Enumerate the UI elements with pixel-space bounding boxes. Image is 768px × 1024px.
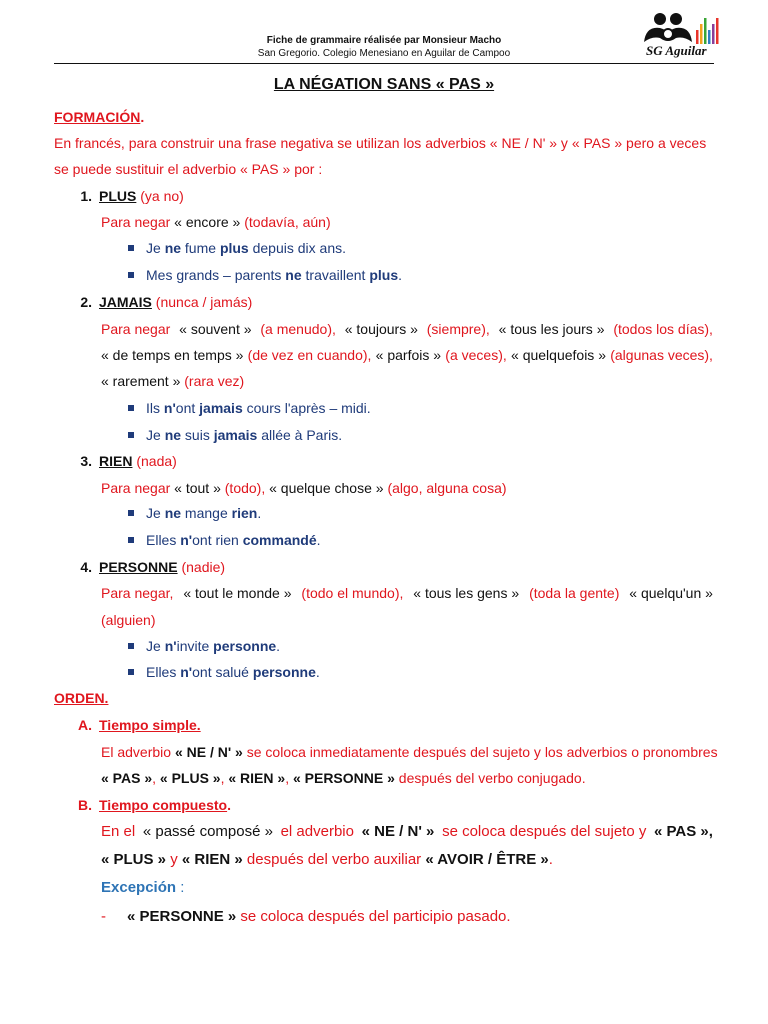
formacion-intro-line2: se puede sustituir el adverbio « PAS » por : (54, 161, 323, 177)
orden-a-heading (70, 716, 201, 734)
logo-colored-bars-icon (696, 18, 719, 44)
text-segment: (a menudo), (260, 321, 336, 337)
bullet-square-icon (128, 537, 134, 543)
item-translation: (ya no) (140, 188, 184, 204)
section-letter: A. (78, 717, 92, 733)
item-plus-heading (70, 187, 184, 205)
text-segment: (toda la gente) (529, 585, 620, 601)
bullet-square-icon (128, 510, 134, 516)
text-segment: « de temps en temps » (101, 347, 244, 363)
section-letter: B. (78, 797, 92, 813)
desc-french: « encore » (174, 214, 241, 230)
logo-figures-icon (644, 13, 692, 42)
item-translation: (nada) (136, 453, 177, 469)
text-segment: Para negar (101, 321, 171, 337)
orden-a-line1: El adverbio « NE / N' » se coloca inmediatamente después del sujeto y los adverbios o pronombres (101, 744, 718, 760)
text-segment: « tout le monde » (183, 585, 292, 601)
text-segment: « parfois » (375, 347, 442, 363)
text-segment: el adverbio (280, 823, 354, 840)
item-translation: (nunca / jamás) (155, 294, 253, 310)
excepcion-rule: - « PERSONNE » se coloca después del participio pasado. (101, 908, 511, 925)
item-rien-heading (70, 452, 177, 470)
example-row: Je ne fume plus depuis dix ans. (128, 239, 346, 257)
orden-b-line1 (101, 823, 713, 841)
logo-text: SG Aguilar (646, 43, 707, 58)
section-title: Tiempo simple. (99, 717, 201, 733)
text-segment: « PAS », (654, 823, 713, 840)
orden-b-heading: B. Tiempo compuesto. (70, 796, 231, 814)
example-row: Elles n'ont rien commandé. (128, 531, 321, 549)
logo-bar (700, 24, 703, 44)
text-segment: « tous les jours » (498, 321, 605, 337)
example-row: Mes grands – parents ne travaillent plus. (128, 266, 402, 284)
section-title: Tiempo compuesto (99, 797, 228, 813)
bullet-square-icon (128, 405, 134, 411)
item-number: 4. (80, 559, 92, 575)
text-segment: (de vez en cuando), (247, 347, 372, 363)
text-segment: (algunas veces), (610, 347, 713, 363)
page-header (54, 30, 714, 64)
bullet-square-icon (128, 643, 134, 649)
header-divider (54, 63, 714, 64)
formacion-heading-text: FORMACIÓN (54, 109, 141, 125)
text-segment: (siempre), (426, 321, 490, 337)
bullet-square-icon (128, 272, 134, 278)
item-jamais-description-line3: « rarement » (rara vez) (101, 373, 245, 389)
item-rien-description: Para negar « tout » (todo), « quelque chose » (algo, alguna cosa) (101, 480, 507, 496)
bullet-square-icon (128, 245, 134, 251)
header-school-line: San Gregorio. Colegio Menesiano en Aguilar de Campoo (257, 48, 511, 59)
example-row: Je ne suis jamais allée à Paris. (128, 426, 342, 444)
text-segment: « NE / N' » (361, 823, 435, 840)
logo-bar (712, 24, 715, 44)
item-personne-description-line1 (101, 584, 713, 602)
item-personne-description-line2: (alguien) (101, 612, 156, 628)
desc-prefix: Para negar (101, 214, 171, 230)
excepcion-label: Excepción : (101, 879, 185, 896)
item-jamais-heading (70, 293, 252, 311)
orden-b-line2: « PLUS » y « RIEN » después del verbo auxiliar « AVOIR / ÊTRE ». (101, 851, 553, 868)
item-plus-description (101, 213, 331, 231)
text-segment: « quelqu'un » (629, 585, 713, 601)
item-number: 1. (80, 188, 92, 204)
bullet-square-icon (128, 669, 134, 675)
item-translation: (nadie) (181, 559, 226, 575)
formacion-heading: FORMACIÓN. (54, 109, 145, 125)
item-jamais-description-line2 (101, 346, 713, 364)
desc-spanish: (todavía, aún) (244, 214, 331, 230)
text-segment: « quelquefois » (511, 347, 606, 363)
text-segment: (todo el mundo), (301, 585, 404, 601)
example-row: Je n'invite personne. (128, 637, 280, 655)
item-number: 3. (80, 453, 92, 469)
logo-bar (716, 18, 719, 44)
example-row: Elles n'ont salué personne. (128, 663, 320, 681)
example-row: Je ne mange rien. (128, 504, 261, 522)
item-jamais-description-line1 (101, 320, 713, 338)
item-number: 2. (80, 294, 92, 310)
orden-a-line2: « PAS », « PLUS », « RIEN », « PERSONNE » después del verbo conjugado. (101, 770, 586, 786)
text-segment: « passé composé » (142, 823, 273, 840)
text-segment: « tous les gens » (413, 585, 520, 601)
logo-bar (708, 30, 711, 44)
text-segment: En el (101, 823, 136, 840)
text-segment: « toujours » (344, 321, 418, 337)
item-keyword: JAMAIS (99, 294, 152, 310)
logo-bar (704, 18, 707, 44)
orden-heading: ORDEN. (54, 690, 109, 706)
text-segment: « souvent » (179, 321, 252, 337)
item-personne-heading (70, 558, 225, 576)
example-row: Ils n'ont jamais cours l'après – midi. (128, 399, 371, 417)
page-title: LA NÉGATION SANS « PAS » (273, 76, 495, 93)
bullet-square-icon (128, 432, 134, 438)
formacion-intro-line1: En francés, para construir una frase negativa se utilizan los adverbios « NE / N' » y « PAS » pero a veces (54, 135, 707, 151)
item-keyword: PERSONNE (99, 559, 178, 575)
header-author-line: Fiche de grammaire réalisée par Monsieur Macho (266, 35, 502, 46)
logo-bar (696, 30, 699, 44)
dash-bullet-icon: - (101, 908, 106, 925)
item-keyword: RIEN (99, 453, 133, 469)
item-keyword: PLUS (99, 188, 137, 204)
school-logo (640, 10, 722, 58)
text-segment: (todos los días), (613, 321, 713, 337)
text-segment: (a veces), (445, 347, 507, 363)
text-segment: Para negar, (101, 585, 174, 601)
text-segment: se coloca después del sujeto y (442, 823, 647, 840)
